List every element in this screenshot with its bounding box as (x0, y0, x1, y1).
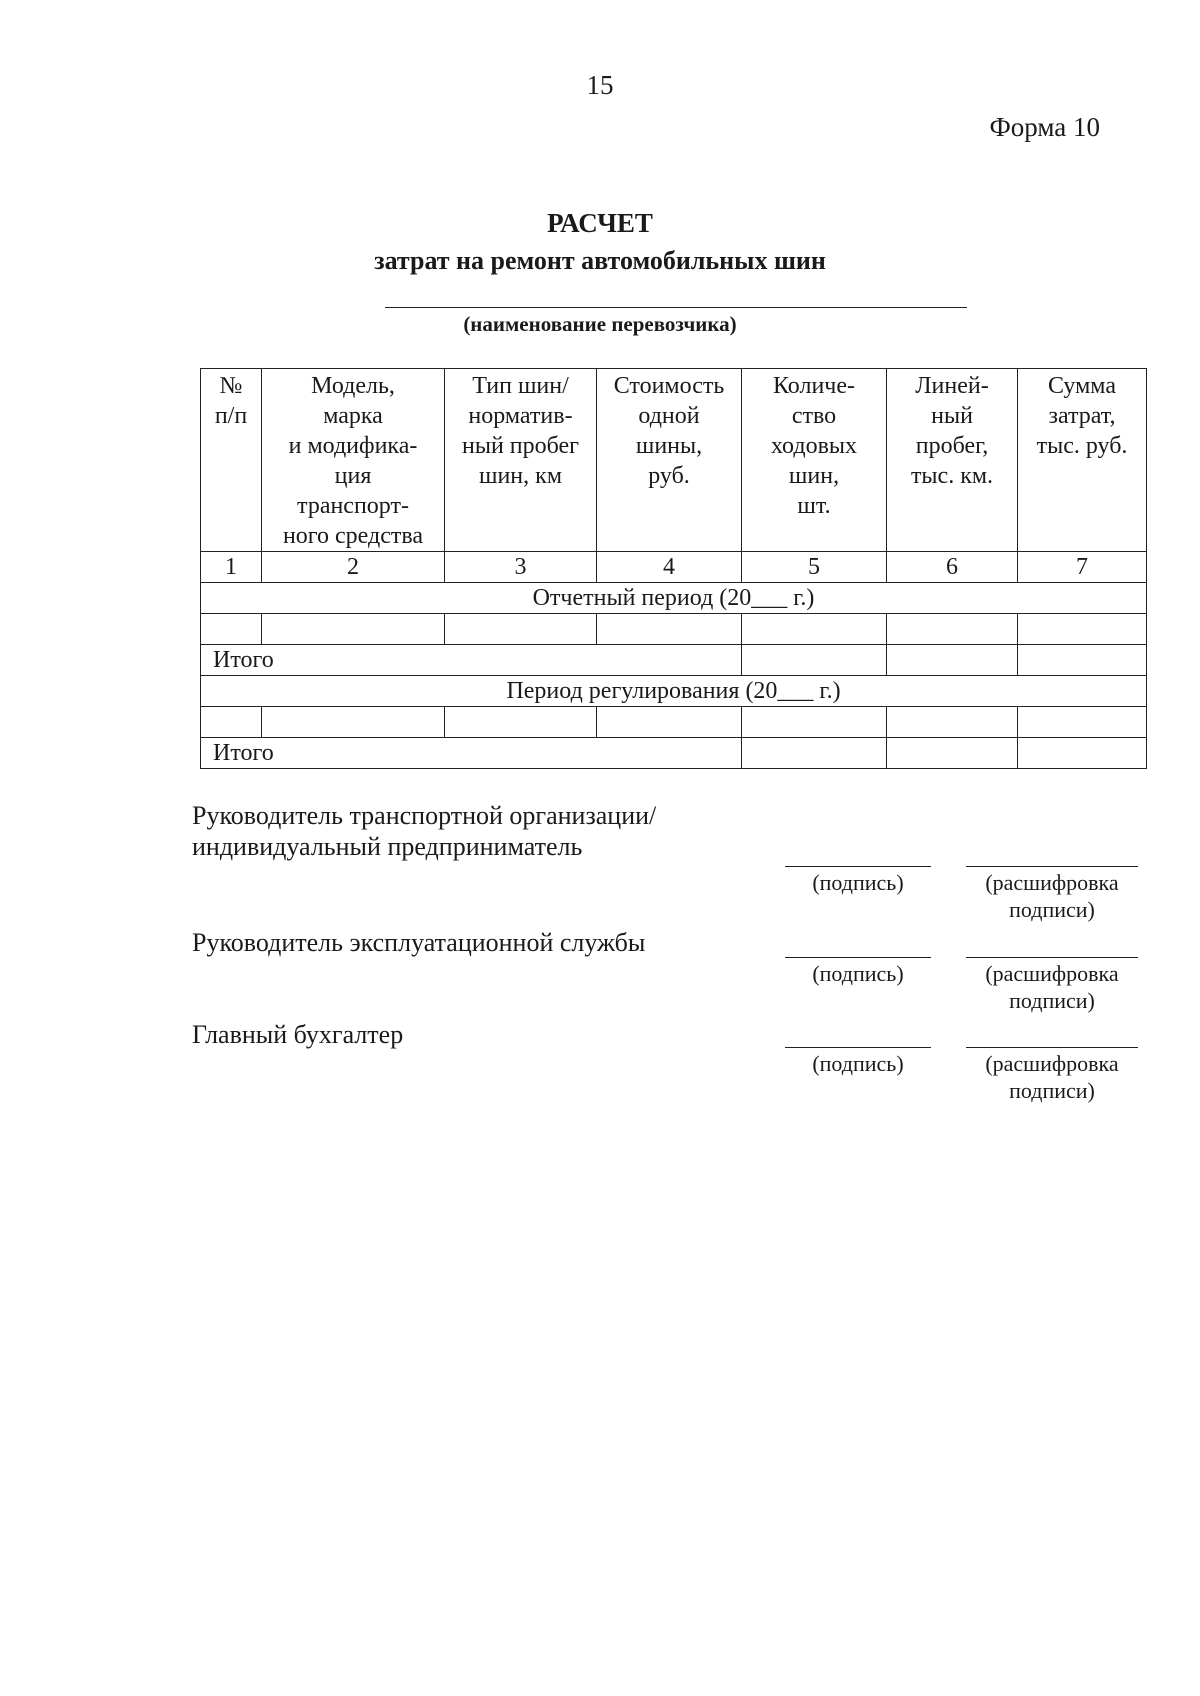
table-cell[interactable] (201, 707, 262, 738)
document-subtitle: затрат на ремонт автомобильных шин (374, 246, 826, 275)
table-cell[interactable] (1018, 645, 1147, 676)
table-header-row (201, 369, 1147, 552)
carrier-name-caption: (наименование перевозчика) (463, 312, 737, 336)
form-label: Форма 10 (989, 112, 1100, 142)
total-label: Итого (201, 738, 742, 769)
table-cell[interactable] (597, 614, 742, 645)
header-cell-model: Модель, марка и модифика- ция транспорт- ного средства (262, 369, 445, 552)
signature-decoding-caption: (расшифровка подписи) (985, 1051, 1119, 1103)
header-cell-tire-cost: Стоимость одной шины, руб. (597, 369, 742, 552)
table-cell[interactable] (1018, 738, 1147, 769)
signature-decoding-caption: (расшифровка подписи) (985, 961, 1119, 1013)
header-cell-tire-count: Количе- ство ходовых шин, шт. (742, 369, 887, 552)
signature-line[interactable] (785, 866, 931, 867)
table-cell[interactable] (887, 645, 1018, 676)
column-number: 4 (597, 552, 742, 583)
carrier-name-field[interactable] (385, 307, 967, 308)
column-number: 7 (1018, 552, 1147, 583)
column-number: 3 (445, 552, 597, 583)
table-cell[interactable] (887, 738, 1018, 769)
signature-caption: (подпись) (812, 1051, 904, 1076)
header-cell-mileage: Линей- ный пробег, тыс. км. (887, 369, 1018, 552)
document-title: РАСЧЕТ (547, 208, 653, 238)
signature-caption: (подпись) (812, 870, 904, 895)
column-number: 2 (262, 552, 445, 583)
signature-decoding-line[interactable] (966, 957, 1138, 958)
signature-decoding-caption: (расшифровка подписи) (985, 870, 1119, 922)
table-cell[interactable] (1018, 614, 1147, 645)
table-cell[interactable] (742, 645, 887, 676)
reporting-period-label: Отчетный период (20___ г.) (201, 583, 1147, 614)
regulation-period-label: Период регулирования (20___ г.) (201, 676, 1147, 707)
signature-line[interactable] (785, 1047, 931, 1048)
table-cell[interactable] (742, 707, 887, 738)
page-number: 15 (586, 70, 614, 100)
table-cell[interactable] (742, 614, 887, 645)
column-number: 1 (201, 552, 262, 583)
signature-decoding-line[interactable] (966, 866, 1138, 867)
table-cell[interactable] (742, 738, 887, 769)
table-row (201, 614, 1147, 645)
table-row (201, 707, 1147, 738)
head-transport-title: Руководитель транспортной организации/ индивидуальный предприниматель (192, 801, 657, 861)
signature-caption: (подпись) (812, 961, 904, 986)
total-row (201, 645, 1147, 676)
table-cell[interactable] (597, 707, 742, 738)
header-cell-tire-type: Тип шин/ норматив- ный пробег шин, км (445, 369, 597, 552)
total-label: Итого (201, 645, 742, 676)
table-cell[interactable] (887, 707, 1018, 738)
header-cell-total-cost: Сумма затрат, тыс. руб. (1018, 369, 1147, 552)
tire-repair-cost-table (200, 368, 1147, 769)
head-operations-title: Руководитель эксплуатационной службы (192, 928, 646, 957)
table-cell[interactable] (1018, 707, 1147, 738)
chief-accountant-title: Главный бухгалтер (192, 1020, 404, 1049)
signature-decoding-line[interactable] (966, 1047, 1138, 1048)
column-number-row (201, 552, 1147, 583)
column-number: 6 (887, 552, 1018, 583)
header-cell-number: № п/п (201, 369, 262, 552)
column-number: 5 (742, 552, 887, 583)
table-cell[interactable] (445, 614, 597, 645)
total-row (201, 738, 1147, 769)
table-cell[interactable] (262, 707, 445, 738)
table-cell[interactable] (201, 614, 262, 645)
table-cell[interactable] (445, 707, 597, 738)
table-cell[interactable] (262, 614, 445, 645)
reporting-period-row (201, 583, 1147, 614)
regulation-period-row (201, 676, 1147, 707)
signature-line[interactable] (785, 957, 931, 958)
table-cell[interactable] (887, 614, 1018, 645)
